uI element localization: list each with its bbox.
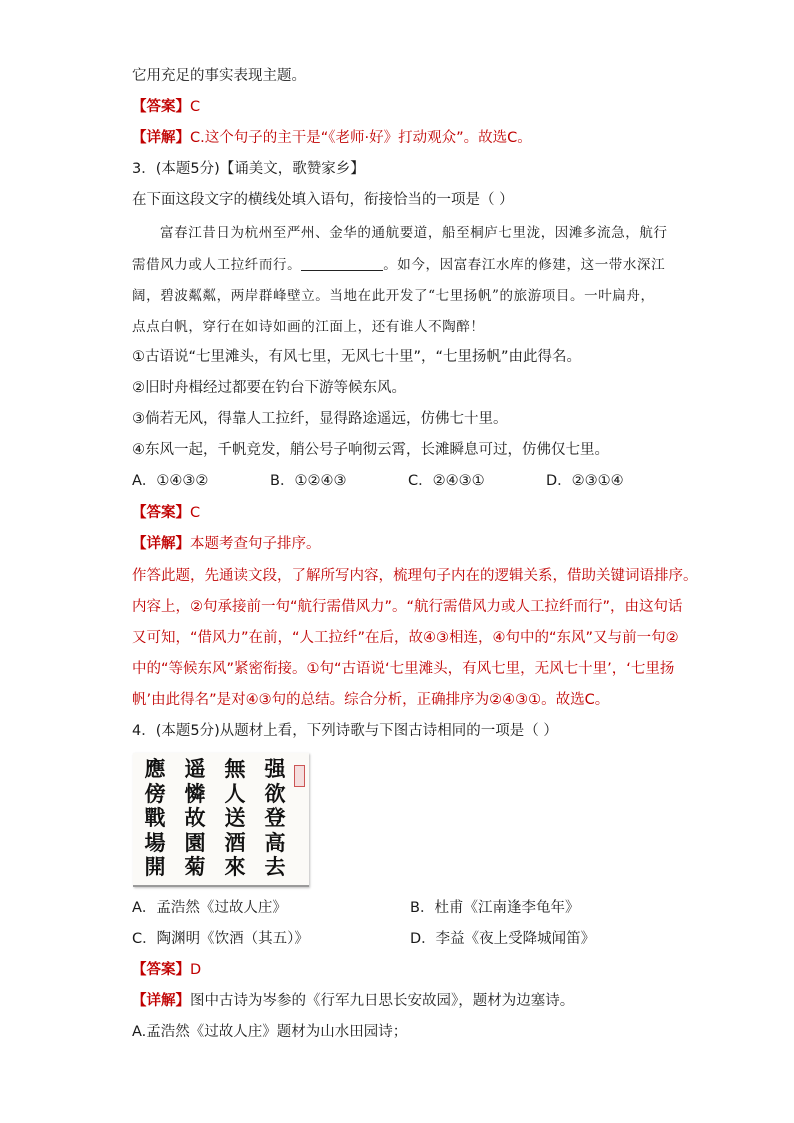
choice-c: C．陶渊明《饮酒（其五）》: [132, 931, 309, 947]
calligraphy-char: 强: [264, 756, 286, 781]
detail-text: 图中古诗为岑参的《行军九日思长安故园》，题材为边塞诗。: [190, 993, 575, 1009]
calligraphy-char: 高: [264, 829, 286, 855]
choice-a: A．孟浩然《过故人庄》: [132, 900, 287, 916]
detail-tag: 【详解】: [132, 536, 190, 552]
calligraphy-char: 登: [264, 805, 286, 830]
calligraphy-char: 戰: [144, 805, 166, 830]
passage-line: [132, 255, 672, 275]
calligraphy-char: 菊: [184, 854, 206, 879]
answer-tag: 【答案】: [132, 99, 190, 115]
answer-value: D: [190, 962, 202, 978]
text-line: 它用充足的事实表现主题。: [132, 68, 306, 84]
fill-blank: [301, 256, 383, 271]
calligraphy-char: 酒: [224, 829, 246, 855]
answer-value: C: [190, 99, 201, 115]
choice-a: A．①④③②: [132, 473, 209, 489]
passage-line: 点点白帆，穿行在如诗如画的江面上，还有谁人不陶醉！: [132, 319, 485, 335]
question-4-header: 4．(本题5分)从题材上看，下列诗歌与下图古诗相同的一项是（ ）: [132, 723, 558, 739]
calligraphy-char: 開: [144, 854, 166, 879]
explanation-line: 作答此题，先通读文段，了解所写内容，梳理句子内在的逻辑关系，借助关键词语排序。: [132, 568, 698, 584]
sentence-option: ④东风一起，千帆竞发，艄公号子响彻云霄，长滩瞬息可过，仿佛仅七里。: [132, 442, 609, 458]
answer-value: C: [190, 505, 201, 521]
calligraphy-column: [219, 757, 251, 879]
choice-b: B．杜甫《江南逢李龟年》: [410, 900, 580, 916]
detail-line-1: [132, 128, 672, 148]
calligraphy-char: 應: [144, 756, 166, 781]
explanation-line: 又可知，“借风力”在前，“人工拉纤”在后，故④③相连，④句中的“东风”又与前一句②: [132, 630, 679, 646]
calligraphy-char: 無: [224, 756, 246, 781]
question-3-header: [132, 159, 672, 179]
passage-line: 富春江昔日为杭州至严州、金华的通航要道，船至桐庐七里泷，因滩多流急，航行: [160, 225, 668, 241]
calligraphy-char: 送: [224, 805, 246, 830]
explanation-line: 帆’由此得名”是对④③句的总结。综合分析，正确排序为②④③①。故选C。: [132, 692, 610, 708]
calligraphy-column: [139, 757, 171, 879]
question-topic: 【诵美文，歌赞家乡】: [219, 161, 365, 177]
explanation-line: 中的“等候东风”紧密衔接。①句“古语说‘七里滩头，有风七里，无风七十里’，‘七里扬: [132, 661, 675, 677]
sentence-option: ①古语说“七里滩头，有风七里，无风七十里”，“七里扬帆”由此得名。: [132, 349, 582, 365]
calligraphy-char: 來: [224, 854, 246, 879]
calligraphy-char: 遥: [184, 756, 206, 781]
choice-d: D．②③①④: [546, 473, 624, 489]
detail-line-3: [132, 534, 672, 554]
detail-tag: 【详解】: [132, 130, 190, 146]
calligraphy-char: 園: [184, 829, 206, 855]
calligraphy-columns: [139, 757, 291, 883]
answer-line-4: [132, 960, 672, 980]
passage-text: 需借风力或人工拉纤而行。: [132, 257, 302, 273]
answer-tag: 【答案】: [132, 505, 190, 521]
passage-line: 阔，碧波粼粼，两岸群峰壁立。当地在此开发了“七里扬帆”的旅游项目。一叶扁舟，: [132, 288, 655, 304]
calligraphy-char: 去: [264, 854, 286, 879]
calligraphy-column: [179, 757, 211, 879]
explanation-line: 内容上，②句承接前一句“航行需借风力”。“航行需借风力或人工拉纤而行”，由这句话: [132, 599, 683, 615]
seal-stamp-icon: [294, 765, 305, 787]
explanation-line: A.孟浩然《过故人庄》题材为山水田园诗；: [132, 1024, 408, 1040]
calligraphy-char: 憐: [184, 780, 206, 806]
detail-line-4: [132, 991, 672, 1011]
calligraphy-char: 欲: [264, 780, 286, 806]
choice-b: B．①②④③: [270, 473, 347, 489]
question-3-prompt: 在下面这段文字的横线处填入语句，衔接恰当的一项是（ ）: [132, 192, 514, 208]
passage-text: 。如今，因富春江水库的修建，这一带水深江: [383, 257, 666, 273]
sentence-option: ②旧时舟楫经过都要在钓台下游等候东风。: [132, 380, 406, 396]
answer-tag: 【答案】: [132, 962, 190, 978]
calligraphy-image: [133, 753, 309, 887]
question-number: 3．(本题5分): [132, 161, 220, 177]
detail-tag: 【详解】: [132, 993, 190, 1009]
calligraphy-char: 人: [224, 780, 246, 806]
answer-line-3: [132, 503, 672, 523]
answer-line-1: [132, 97, 672, 117]
calligraphy-column: [259, 757, 291, 879]
calligraphy-char: 場: [144, 829, 166, 855]
calligraphy-char: 故: [184, 805, 206, 830]
choice-d: D．李益《夜上受降城闻笛》: [410, 931, 596, 947]
calligraphy-char: 傍: [144, 780, 166, 806]
choice-c: C．②④③①: [408, 473, 485, 489]
detail-text: 本题考查句子排序。: [190, 536, 321, 552]
sentence-option: ③倘若无风，得靠人工拉纤，显得路途遥远，仿佛七十里。: [132, 411, 508, 427]
detail-text: C.这个句子的主干是“《老师·好》打动观众”。故选C。: [190, 130, 532, 146]
